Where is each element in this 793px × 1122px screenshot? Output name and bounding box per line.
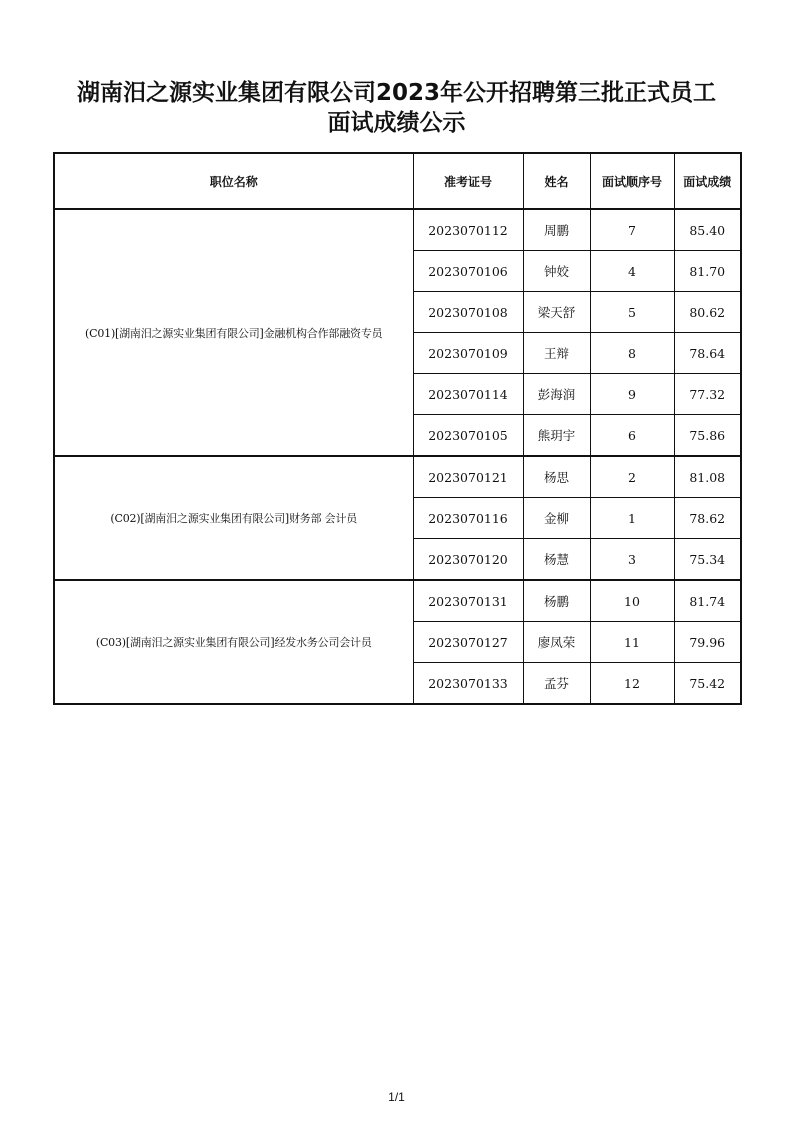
header-order: 面试顺序号 xyxy=(590,153,674,209)
order-cell: 12 xyxy=(590,663,674,705)
exam-no-cell: 2023070133 xyxy=(413,663,523,705)
name-cell: 梁天舒 xyxy=(523,292,590,333)
position-cell-c01: (C01)[湖南汨之源实业集团有限公司]金融机构合作部融资专员 xyxy=(54,209,413,456)
score-cell: 75.42 xyxy=(674,663,741,705)
score-cell: 81.70 xyxy=(674,251,741,292)
name-cell: 杨鹏 xyxy=(523,580,590,622)
name-cell: 王辩 xyxy=(523,333,590,374)
name-cell: 杨慧 xyxy=(523,539,590,581)
name-cell: 金柳 xyxy=(523,498,590,539)
score-cell: 81.08 xyxy=(674,456,741,498)
table-header xyxy=(54,153,741,209)
exam-no-cell: 2023070112 xyxy=(413,209,523,251)
title-line-1: 湖南汨之源实业集团有限公司2023年公开招聘第三批正式员工 xyxy=(76,80,716,106)
name-cell: 钟姣 xyxy=(523,251,590,292)
interview-score-table xyxy=(53,152,742,705)
name-cell: 熊玥宇 xyxy=(523,415,590,457)
exam-no-cell: 2023070120 xyxy=(413,539,523,581)
exam-no-cell: 2023070121 xyxy=(413,456,523,498)
score-cell: 75.34 xyxy=(674,539,741,581)
order-cell: 4 xyxy=(590,251,674,292)
order-cell: 9 xyxy=(590,374,674,415)
exam-no-cell: 2023070105 xyxy=(413,415,523,457)
document-title xyxy=(0,78,793,138)
name-cell: 彭海润 xyxy=(523,374,590,415)
score-cell: 85.40 xyxy=(674,209,741,251)
title-line-2: 面试成绩公示 xyxy=(327,110,466,136)
header-exam-no: 准考证号 xyxy=(413,153,523,209)
exam-no-cell: 2023070108 xyxy=(413,292,523,333)
order-cell: 6 xyxy=(590,415,674,457)
name-cell: 周鹏 xyxy=(523,209,590,251)
order-cell: 10 xyxy=(590,580,674,622)
score-cell: 78.64 xyxy=(674,333,741,374)
table-body xyxy=(54,209,741,704)
position-cell-c02: (C02)[湖南汨之源实业集团有限公司]财务部 会计员 xyxy=(54,456,413,580)
exam-no-cell: 2023070106 xyxy=(413,251,523,292)
header-score: 面试成绩 xyxy=(674,153,741,209)
header-position: 职位名称 xyxy=(54,153,413,209)
header-row xyxy=(54,153,741,209)
score-cell: 79.96 xyxy=(674,622,741,663)
order-cell: 3 xyxy=(590,539,674,581)
table-row xyxy=(54,209,741,251)
order-cell: 1 xyxy=(590,498,674,539)
order-cell: 11 xyxy=(590,622,674,663)
score-cell: 78.62 xyxy=(674,498,741,539)
exam-no-cell: 2023070109 xyxy=(413,333,523,374)
table-row xyxy=(54,580,741,622)
name-cell: 杨思 xyxy=(523,456,590,498)
order-cell: 5 xyxy=(590,292,674,333)
order-cell: 2 xyxy=(590,456,674,498)
order-cell: 8 xyxy=(590,333,674,374)
score-cell: 81.74 xyxy=(674,580,741,622)
score-cell: 80.62 xyxy=(674,292,741,333)
exam-no-cell: 2023070127 xyxy=(413,622,523,663)
table-row xyxy=(54,456,741,498)
score-cell: 77.32 xyxy=(674,374,741,415)
header-name: 姓名 xyxy=(523,153,590,209)
exam-no-cell: 2023070114 xyxy=(413,374,523,415)
name-cell: 孟芬 xyxy=(523,663,590,705)
page-number: 1/1 xyxy=(388,1090,405,1104)
exam-no-cell: 2023070131 xyxy=(413,580,523,622)
name-cell: 廖凤荣 xyxy=(523,622,590,663)
exam-no-cell: 2023070116 xyxy=(413,498,523,539)
position-cell-c03: (C03)[湖南汨之源实业集团有限公司]经发水务公司会计员 xyxy=(54,580,413,704)
score-cell: 75.86 xyxy=(674,415,741,457)
order-cell: 7 xyxy=(590,209,674,251)
